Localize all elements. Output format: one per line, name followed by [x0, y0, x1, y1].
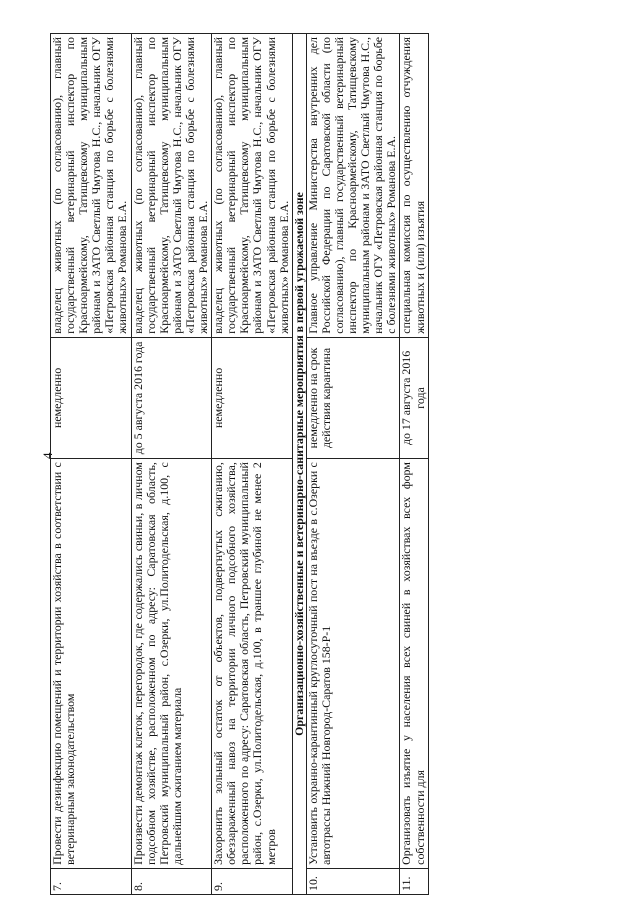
responsible-cell: владелец животных (по согласованию), главный государственный ветеринарный инспектор по Красноармейскому, Татищевскому муниципальным районам и ЗАТО Светлый Чмутова Н.С., начальник ОГУ «Петровская районная станция по борьбе с болезнями животных» Романова Е.А. — [131, 34, 212, 338]
row-number: 7. — [51, 868, 132, 894]
action-cell: Захоронить зольный остаток от объектов, подвергнутых сжиганию, обеззараженный навоз на территории личного подсобного хозяйства, расположенного по адресу: Саратовская область, Петровский муниципальный район, с.Озерки, ул.Политодельская, д.100, в траншее глубиной не менее 2 метров — [212, 459, 293, 869]
section-title: Организационно-хозяйственные и ветеринарно-санитарные мероприятия в первой угрожаемой зоне — [292, 34, 306, 895]
section-header-row — [292, 34, 306, 895]
table-row — [400, 34, 428, 895]
term-cell: до 17 августа 2016 года — [400, 337, 428, 458]
term-cell: немедленно — [51, 337, 132, 458]
page-number: 4 — [40, 452, 55, 459]
row-number: 11. — [400, 868, 428, 894]
measures-table — [50, 33, 429, 895]
term-cell: немедленно — [212, 337, 293, 458]
responsible-cell: владелец животных (по согласованию), главный государственный ветеринарный инспектор по Красноармейскому, Татищевскому муниципальным районам и ЗАТО Светлый Чмутова Н.С., начальник ОГУ «Петровская районная станция по борьбе с болезнями животных» Романова Е.А. — [51, 34, 132, 338]
action-cell: Установить охранно-карантинный круглосуточный пост на въезде в с.Озерки с автотрассы Нижний Новгород-Саратов 158-Р-1 — [306, 459, 400, 869]
responsible-cell: Главное управление Министерства внутренних дел Российской Федерации по Саратовской области (по согласованию), главный государственный ветеринарный инспектор по Красноармейскому, Татищевскому муниципальным районам и ЗАТО Светлый Чмутова Н.С., начальник ОГУ «Петровская районная станция по борьбе с болезнями животных» Романова Е.А. — [306, 34, 400, 338]
responsible-cell: специальная комиссия по осуществлению отчуждения животных и (или) изъятия — [400, 34, 428, 338]
responsible-cell: владелец животных (по согласованию), главный государственный ветеринарный инспектор по Красноармейскому, Татищевскому муниципальным районам и ЗАТО Светлый Чмутова Н.С., начальник ОГУ «Петровская районная станция по борьбе с болезнями животных» Романова Е.А. — [212, 34, 293, 338]
row-number: 9. — [212, 868, 293, 894]
action-cell: Организовать изъятие у населения всех свиней в хозяйствах всех форм собственности для — [400, 459, 428, 869]
table-row — [51, 34, 132, 895]
table-row — [131, 34, 212, 895]
table-row — [306, 34, 400, 895]
row-number: 10. — [306, 868, 400, 894]
term-cell: до 5 августа 2016 года — [131, 337, 212, 458]
table-row — [212, 34, 293, 895]
term-cell: немедленно на срок действия карантина — [306, 337, 400, 458]
row-number: 8. — [131, 868, 212, 894]
action-cell: Произвести демонтаж клеток, перегородок, где содержались свиньи, в личном подсобном хозяйстве, расположенном по адресу: Саратовская область, Петровский муниципальный район, с.Озерки, ул.Политодельская, д.100, с дальнейшим сжиганием материала — [131, 459, 212, 869]
action-cell: Провести дезинфекцию помещений и территории хозяйства в соответствии с ветеринарным законодательством — [51, 459, 132, 869]
